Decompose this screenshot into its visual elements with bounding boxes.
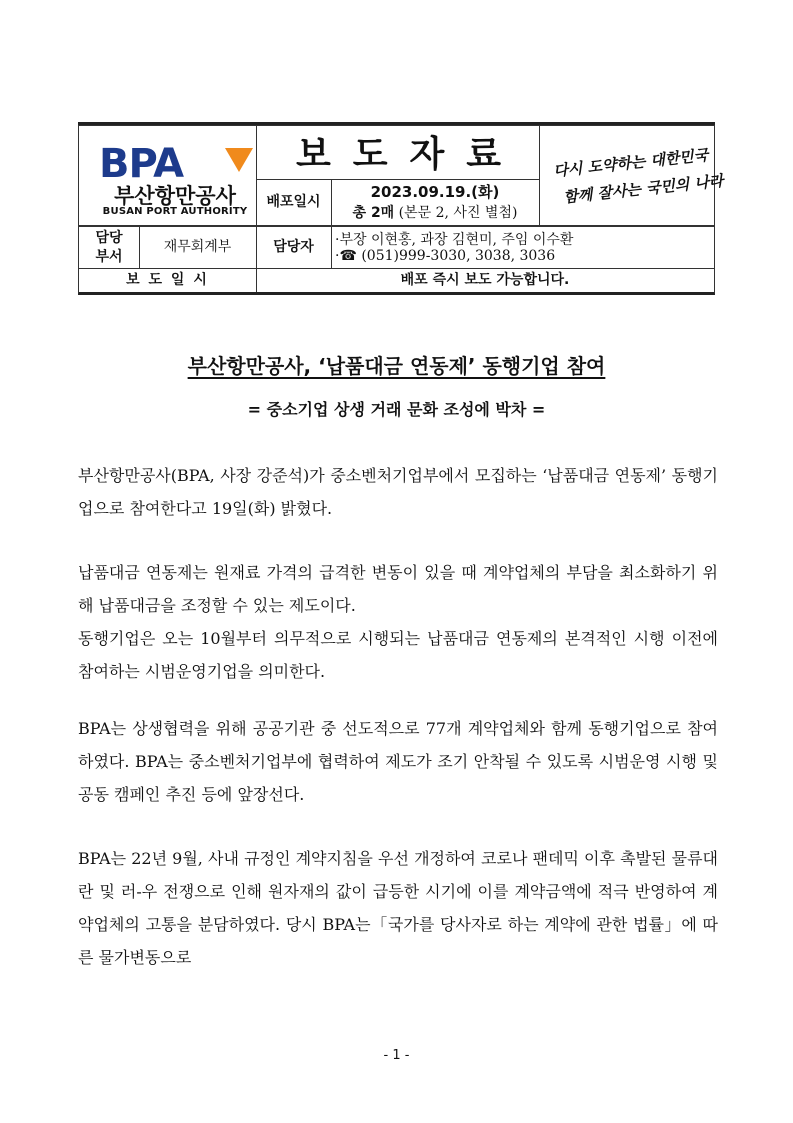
paragraph: 동행기업은 오는 10월부터 의무적으로 시행되는 납품대금 연동제의 본격적인 시행 이전에 참여하는 시범운영기업을 의미한다. — [78, 629, 718, 681]
press-release-header — [78, 122, 725, 293]
dept-name: 재무회계부 — [163, 239, 232, 255]
header-table — [78, 125, 725, 295]
doc-type-title: 보도자료 — [295, 134, 524, 175]
logo-triangle-icon — [225, 148, 253, 172]
slogan — [549, 145, 725, 207]
page-number: - 1 - — [383, 1048, 410, 1063]
contact-names: ·부장 이현홍, 과장 김현미, 주임 이수환 — [335, 232, 574, 248]
dept-label — [79, 227, 139, 267]
dist-date: 2023.09.19.(화) — [370, 183, 500, 201]
release-value: 배포 즉시 보도 가능합니다. — [400, 272, 570, 288]
logo-text: BPA — [99, 141, 184, 187]
org-name-en: BUSAN PORT AUTHORITY — [102, 206, 248, 217]
paragraph: 부산항만공사(BPA, 사장 강준석)가 중소벤처기업부에서 모집하는 ‘납품대금 연동제’ 동행기업으로 참여한다고 19일(화) 밝혔다. — [78, 466, 718, 518]
page-count-bold: 총 2매 — [352, 205, 395, 221]
contact-phone: ·☎ (051)999-3030, 3038, 3036 — [335, 248, 556, 264]
paragraph: BPA는 상생협력을 위해 공공기관 중 선도적으로 77개 계약업체와 함께 동행기업으로 참여하였다. BPA는 중소벤처기업부에 협력하여 제도가 조기 안착될 수 있도록 시범운영 시행 및 공동 캠페인 추진 등에 앞장선다. — [78, 719, 718, 804]
page-count — [331, 202, 539, 222]
subheadline: = 중소기업 상생 거래 문화 조성에 박차 = — [247, 400, 546, 419]
dept-label-line-1: 담당 — [95, 230, 123, 246]
slogan-line-1: 다시 도약하는 대한민국 — [552, 145, 709, 181]
dist-date-label: 배포일시 — [266, 194, 321, 210]
page-count-detail: (본문 2, 사진 별첨) — [394, 205, 518, 221]
paragraph: BPA는 22년 9월, 사내 규정인 계약지침을 우선 개정하여 코로나 팬데믹 이후 촉발된 물류대란 및 러-우 전쟁으로 인해 원자재의 값이 급등한 시기에 이를 계약금액에 적극 반영하여 계약업체의 고통을 분담하였다. 당시 BPA는「국가를 당사자로 하는 계약에 관한 법률」에 따른 물가변동으로 — [78, 849, 718, 967]
release-label: 보 도 일 시 — [126, 272, 209, 288]
headline: 부산항만공사, ‘납품대금 연동제’ 동행기업 참여 — [187, 354, 606, 378]
slogan-line-2: 함께 잘사는 국민의 나라 — [562, 171, 725, 207]
org-name: 부산항만공사 — [114, 184, 236, 208]
dept-label-line-2: 부서 — [95, 249, 123, 265]
paragraph: 납품대금 연동제는 원재료 가격의 급격한 변동이 있을 때 계약업체의 부담을 최소화하기 위해 납품대금을 조정할 수 있는 제도이다. — [78, 563, 718, 615]
contact-label: 담당자 — [273, 239, 314, 255]
